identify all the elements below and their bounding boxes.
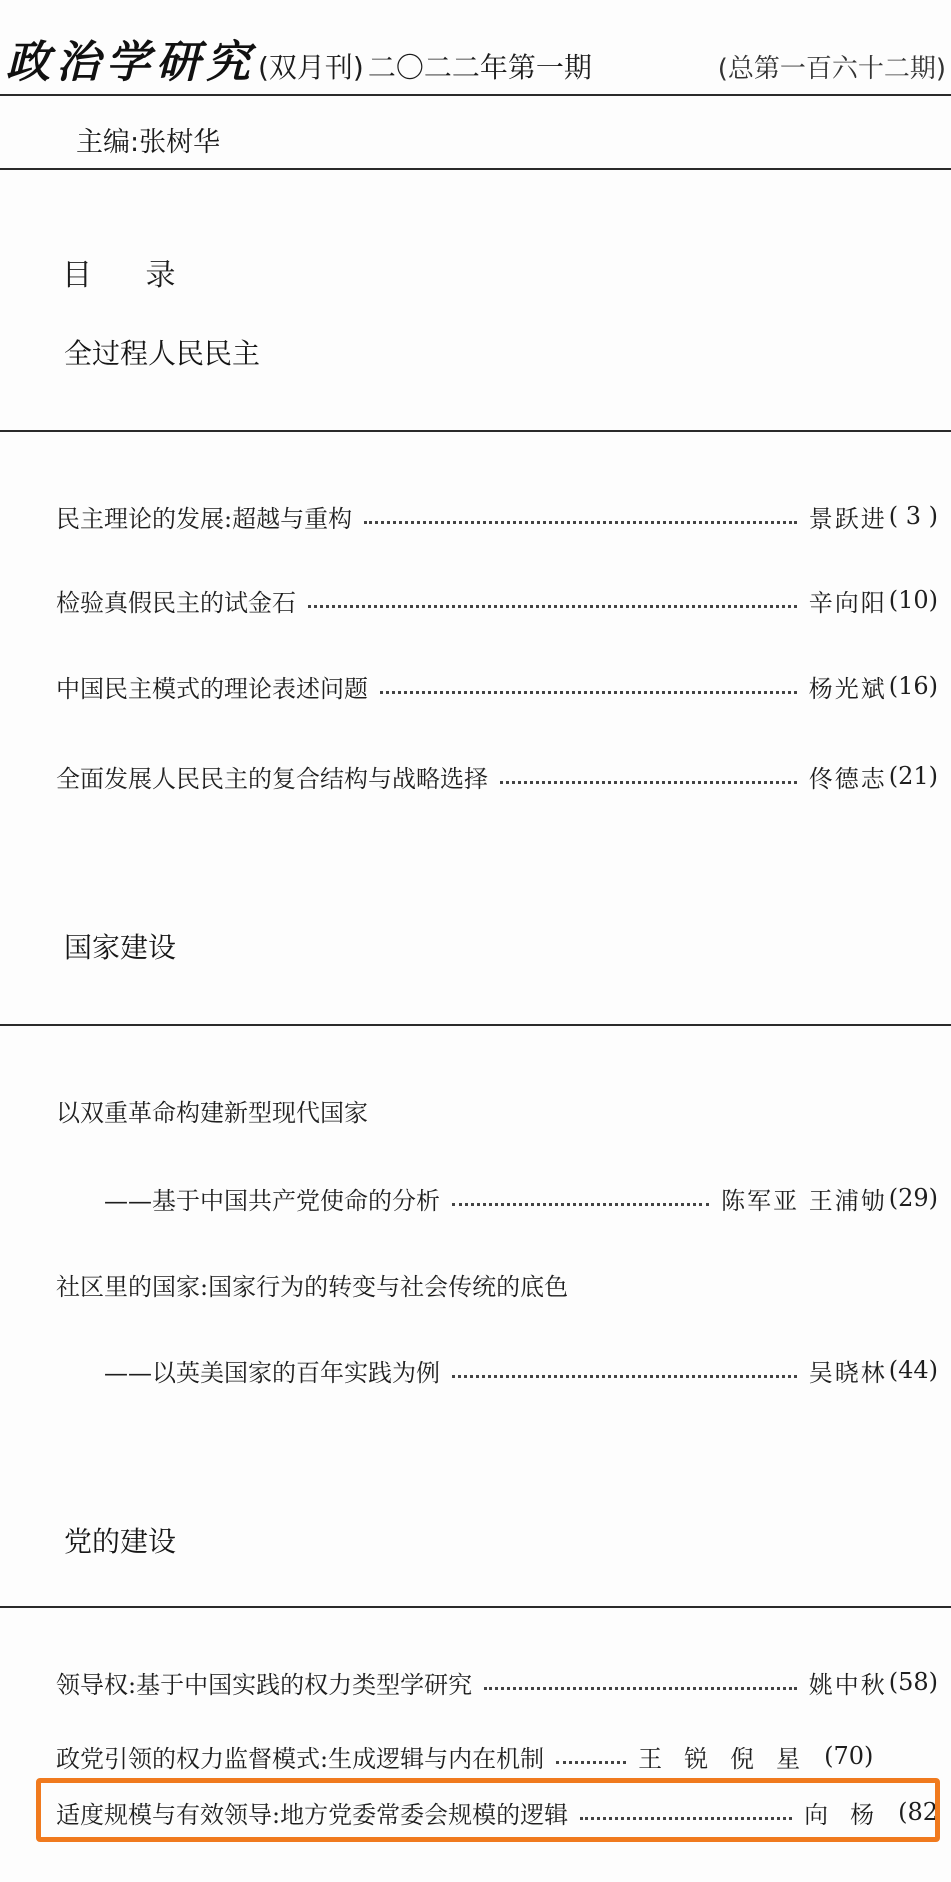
divider (0, 1024, 951, 1026)
section-heading: 党的建设 (64, 1525, 177, 1558)
section-heading: 国家建设 (64, 931, 177, 964)
section-heading: 全过程人民民主 (64, 337, 261, 370)
page-number: (10) (888, 586, 938, 614)
page-number: (58) (888, 1668, 938, 1696)
article-title: 民主理论的发展:超越与重构 (56, 504, 353, 533)
article-subtitle: ——基于中国共产党使命的分析 (104, 1186, 440, 1215)
article-author: 吴晓林 (808, 1358, 887, 1387)
article-author: 景跃进 (808, 504, 887, 533)
page-number: (44) (888, 1356, 938, 1384)
journal-frequency: (双月刊) (258, 51, 364, 84)
toc-entry-subtitle[interactable] (104, 1350, 938, 1390)
toc-entry[interactable] (56, 1264, 938, 1304)
toc-entry[interactable] (56, 1090, 938, 1130)
dot-leader (364, 521, 797, 524)
article-author: 杨光斌 (808, 674, 887, 703)
page-number: (82 (898, 1798, 938, 1826)
highlight-box (36, 1778, 940, 1842)
toc-entry[interactable] (56, 1662, 938, 1702)
toc-entry-subtitle[interactable] (104, 1178, 938, 1218)
article-title: 全面发展人民民主的复合结构与战略选择 (56, 764, 488, 793)
table-of-contents-heading: 目 录 (62, 258, 198, 293)
toc-entry[interactable] (56, 756, 938, 796)
article-title: 以双重革命构建新型现代国家 (56, 1098, 368, 1127)
dot-leader (308, 605, 797, 608)
dot-leader (452, 1375, 797, 1378)
journal-title: 政治学研究 (6, 37, 256, 88)
article-author: 向杨 (804, 1800, 897, 1829)
dot-leader (484, 1687, 797, 1690)
toc-entry[interactable] (56, 496, 938, 536)
dot-leader (500, 781, 797, 784)
dot-leader (452, 1203, 709, 1206)
divider (0, 168, 951, 170)
page-number: (29) (888, 1184, 938, 1212)
article-title: 领导权:基于中国实践的权力类型学研究 (56, 1670, 473, 1699)
article-author: 陈军亚 王浦劬 (721, 1186, 887, 1215)
article-title: 检验真假民主的试金石 (56, 588, 296, 617)
masthead (6, 26, 946, 88)
divider (0, 1606, 951, 1608)
article-author: 王锐倪星 (638, 1744, 823, 1773)
page-number: ( 3 ) (888, 502, 938, 530)
dot-leader (556, 1761, 626, 1764)
issue-number: 二〇二二年第一期 (367, 51, 592, 84)
article-title: 政党引领的权力监督模式:生成逻辑与内在机制 (56, 1744, 545, 1773)
editor-in-chief: 主编:张树华 (76, 127, 221, 158)
dot-leader (380, 691, 797, 694)
divider (0, 430, 951, 432)
toc-entry[interactable] (56, 666, 938, 706)
toc-entry[interactable] (56, 1736, 938, 1776)
article-title: 适度规模与有效领导:地方党委常委会规模的逻辑 (56, 1800, 569, 1829)
total-issue-number: (总第一百六十二期) (717, 54, 946, 84)
page-number: (21) (888, 762, 938, 790)
article-title: 中国民主模式的理论表述问题 (56, 674, 368, 703)
divider (0, 94, 951, 96)
page-number: (70) (824, 1742, 874, 1770)
page-number: (16) (888, 672, 938, 700)
article-author: 姚中秋 (808, 1670, 887, 1699)
article-subtitle: ——以英美国家的百年实践为例 (104, 1358, 440, 1387)
toc-entry[interactable] (56, 580, 938, 620)
article-author: 佟德志 (808, 764, 887, 793)
article-author: 辛向阳 (808, 588, 887, 617)
article-title: 社区里的国家:国家行为的转变与社会传统的底色 (56, 1272, 569, 1301)
